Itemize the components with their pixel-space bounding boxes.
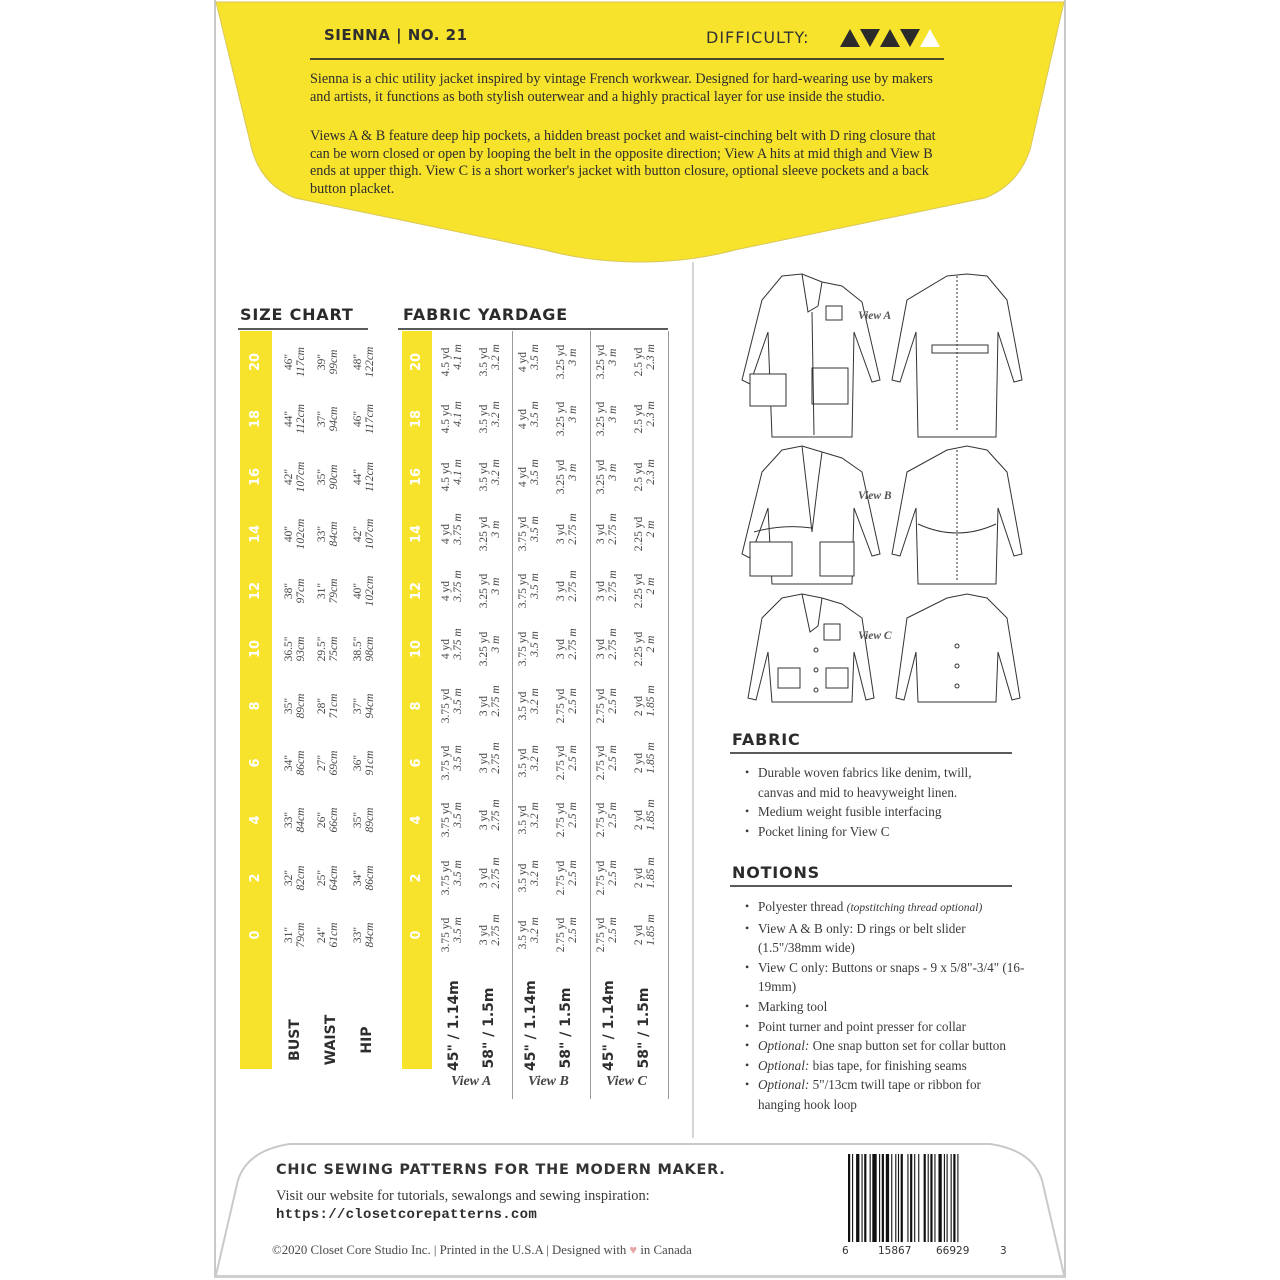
yardage-cell-45: 3.75 yd 3.5 m	[440, 745, 464, 781]
size-measure-hip: 44" 112cm	[352, 461, 376, 492]
barcode-digit-group-2: 66929	[936, 1245, 970, 1257]
size-label: 12	[248, 582, 263, 601]
size-label: 8	[248, 701, 263, 711]
yardage-cell-58: 3 yd 2.75 m	[555, 570, 579, 602]
size-measure-bust: 44" 112cm	[283, 404, 307, 435]
yardage-size-label: 16	[409, 467, 424, 486]
fabric-yardage-rule	[398, 328, 668, 330]
yardage-cell-45: 4 yd 3.75 m	[440, 513, 464, 545]
barcode-digit-check: 3	[1000, 1245, 1007, 1257]
yardage-cell-45: 3 yd 2.75 m	[595, 627, 619, 660]
yardage-cell-58: 2.75 yd 2.5 m	[555, 859, 579, 895]
notions-item: • Optional: 5"/13cm twill tape or ribbon for hanging hook loop	[745, 1075, 1025, 1114]
size-measure-hip: 33" 84cm	[352, 922, 376, 948]
yardage-cell-58: 3.5 yd 3.2 m	[478, 458, 502, 491]
yardage-cell-45: 4.5 yd 4.1 m	[440, 458, 464, 491]
yardage-cell-58: 2.75 yd 2.5 m	[555, 802, 579, 838]
yardage-cell-58: 2 yd 1.85 m	[633, 742, 657, 774]
fabric-width-label-58: 58" / 1.5m	[558, 987, 574, 1069]
yardage-cell-45: 3 yd 2.75 m	[595, 513, 619, 545]
yardage-cell-45: 4.5 yd 4.1 m	[440, 344, 464, 377]
yardage-cell-58: 3 yd 2.75 m	[478, 799, 502, 832]
fabric-title: FABRIC	[732, 730, 801, 749]
size-label: 16	[248, 467, 263, 486]
view-c-back-drawing	[896, 594, 1020, 702]
size-label: 2	[248, 873, 263, 883]
size-chart-title: SIZE CHART	[240, 305, 354, 324]
yardage-cell-58: 3.25 yd 3 m	[555, 459, 579, 494]
fabric-width-label-58: 58" / 1.5m	[481, 987, 497, 1069]
size-measure-waist: 27" 69cm	[316, 750, 340, 776]
footer-visit-text: Visit our website for tutorials, sewalongs and sewing inspiration:	[276, 1188, 650, 1204]
size-measure-waist: 29.5" 75cm	[316, 636, 340, 661]
fabric-width-label-45: 45" / 1.14m	[523, 980, 539, 1071]
yardage-cell-58: 3 yd 2.75 m	[478, 857, 502, 889]
view-separator-end	[668, 331, 669, 1099]
fabric-list	[745, 763, 1010, 841]
copyright-line	[272, 1243, 692, 1258]
yardage-size-label: 10	[409, 639, 424, 658]
yardage-cell-58: 3 yd 2.75 m	[555, 627, 579, 660]
size-measure-bust: 33" 84cm	[283, 807, 307, 833]
view-a-back-drawing	[892, 274, 1022, 437]
yardage-cell-58: 3.25 yd 3 m	[478, 573, 502, 609]
yardage-size-label: 14	[409, 524, 424, 543]
size-measure-waist: 39" 99cm	[316, 349, 340, 375]
size-label: 0	[248, 930, 263, 940]
intro-paragraph-1: Sienna is a chic utility jacket inspired by vintage French workwear. Designed for hard-wearing use by makers and artists, it functions as both stylish outerwear and a highly practical layer for use inside the studio.	[310, 71, 933, 105]
size-measure-hip: 48" 122cm	[352, 346, 376, 378]
yardage-cell-45: 4 yd 3.5 m	[517, 458, 541, 487]
website-link[interactable]: https://closetcorepatterns.com	[276, 1207, 538, 1223]
yardage-cell-58: 3.25 yd 3 m	[555, 344, 579, 380]
notions-item: • Point turner and point presser for collar	[745, 1017, 1025, 1037]
size-measure-bust: 40" 102cm	[283, 518, 307, 550]
size-measure-waist: 24" 61cm	[316, 922, 340, 948]
fabric-item: • Pocket lining for View C	[745, 822, 1010, 842]
view-b-back-drawing	[892, 446, 1022, 584]
yardage-cell-58: 2 yd 1.85 m	[633, 914, 657, 946]
notions-item: • Marking tool	[745, 997, 1025, 1017]
size-measure-bust: 32" 82cm	[283, 865, 307, 891]
size-row-label: WAIST	[323, 1014, 339, 1066]
yardage-cell-45: 3.75 yd 3.5 m	[440, 688, 464, 724]
notions-item: • View A & B only: D rings or belt slider (1.5"/38mm wide)	[745, 919, 1025, 958]
size-measure-bust: 38" 97cm	[283, 578, 307, 604]
size-measure-hip: 34" 86cm	[352, 865, 376, 891]
yardage-cell-58: 2.5 yd 2.3 m	[633, 458, 657, 491]
fabric-width-label-58: 58" / 1.5m	[636, 987, 652, 1069]
size-measure-hip: 42" 107cm	[352, 518, 376, 550]
size-measure-bust: 35" 89cm	[283, 693, 307, 719]
yardage-cell-58: 3 yd 2.75 m	[478, 914, 502, 946]
yardage-cell-58: 2.25 yd 2 m	[633, 573, 657, 609]
view-separator-bc	[590, 331, 591, 1099]
yardage-cell-45: 3.5 yd 3.2 m	[517, 688, 541, 721]
yardage-cell-45: 4 yd 3.5 m	[517, 401, 541, 430]
yardage-cell-58: 3.5 yd 3.2 m	[478, 401, 502, 434]
notions-item: • Optional: One snap button set for collar button	[745, 1036, 1025, 1056]
size-measure-hip: 37" 94cm	[352, 693, 376, 719]
illustration-label-view-b: View B	[858, 490, 892, 502]
size-measure-waist: 25" 64cm	[316, 865, 340, 891]
yardage-view-label: View C	[606, 1074, 647, 1089]
yardage-cell-45: 3.25 yd 3 m	[595, 402, 619, 437]
fabric-item: • Medium weight fusible interfacing	[745, 802, 1010, 822]
heart-icon: ♥	[629, 1243, 638, 1257]
yardage-cell-45: 3.5 yd 3.2 m	[517, 859, 541, 893]
yardage-cell-58: 3 yd 2.75 m	[555, 513, 579, 545]
size-measure-waist: 37" 94cm	[316, 406, 340, 432]
yardage-size-label: 20	[409, 352, 424, 372]
yardage-size-label: 4	[409, 815, 424, 825]
yardage-size-label: 2	[409, 873, 424, 883]
size-row-label: BUST	[287, 1019, 303, 1061]
yardage-cell-58: 3.25 yd 3 m	[478, 516, 502, 552]
copyright-text: ©2020 Closet Core Studio Inc. | Printed in the U.S.A | Designed with	[272, 1243, 627, 1257]
notions-item: • Optional: bias tape, for finishing seams	[745, 1056, 1025, 1076]
header-rule	[310, 58, 944, 60]
notions-item: • Polyester thread (topstitching thread optional)	[745, 897, 1025, 919]
yardage-size-label: 6	[409, 758, 424, 768]
size-measure-bust: 42" 107cm	[283, 461, 307, 492]
yardage-cell-45: 3.75 yd 3.5 m	[517, 573, 541, 609]
yardage-size-label: 0	[409, 930, 424, 940]
notions-rule	[730, 885, 1012, 887]
yardage-view-label: View A	[451, 1074, 492, 1089]
size-measure-bust: 31" 79cm	[283, 922, 307, 948]
notions-item: • View C only: Buttons or snaps - 9 x 5/8"-3/4" (16-19mm)	[745, 958, 1025, 997]
footer-tagline: CHIC SEWING PATTERNS FOR THE MODERN MAKER.	[276, 1162, 726, 1178]
yardage-cell-45: 3 yd 2.75 m	[595, 570, 619, 602]
yardage-cell-58: 2 yd 1.85 m	[633, 685, 657, 717]
yardage-cell-45: 3.25 yd 3 m	[595, 344, 619, 380]
size-label: 4	[248, 815, 263, 825]
size-measure-bust: 36.5" 93cm	[283, 636, 307, 661]
size-measure-hip: 40" 102cm	[352, 575, 376, 607]
yardage-cell-45: 3.75 yd 3.5 m	[440, 859, 464, 895]
size-measure-hip: 46" 117cm	[352, 404, 376, 435]
illustration-label-view-c: View C	[858, 630, 892, 642]
size-measure-hip: 35" 89cm	[352, 807, 376, 833]
yardage-cell-45: 4 yd 3.75 m	[440, 570, 464, 602]
size-label: 10	[248, 639, 263, 658]
yardage-cell-45: 4 yd 3.5 m	[517, 344, 541, 373]
yardage-cell-45: 3.5 yd 3.2 m	[517, 745, 541, 778]
yardage-cell-58: 3.25 yd 3 m	[555, 402, 579, 437]
yardage-cell-58: 3 yd 2.75 m	[478, 685, 502, 717]
fabric-width-label-45: 45" / 1.14m	[601, 980, 617, 1071]
size-chart-rule	[238, 328, 368, 330]
yardage-cell-58: 2.75 yd 2.5 m	[555, 688, 579, 724]
yardage-cell-45: 3.75 yd 3.5 m	[517, 630, 541, 666]
yardage-view-label: View B	[528, 1074, 569, 1089]
size-measure-waist: 28" 71cm	[316, 693, 340, 719]
yardage-cell-45: 2.75 yd 2.5 m	[595, 859, 619, 895]
difficulty-rating-icon	[840, 28, 940, 48]
illustration-label-view-a: View A	[858, 310, 892, 322]
yardage-cell-45: 3.5 yd 3.2 m	[517, 917, 541, 950]
yardage-cell-45: 3.25 yd 3 m	[595, 459, 619, 494]
size-row-label: HIP	[359, 1026, 375, 1054]
size-label: 6	[248, 758, 263, 768]
yardage-cell-58: 2.75 yd 2.5 m	[555, 745, 579, 781]
yardage-cell-45: 3.75 yd 3.5 m	[440, 917, 464, 953]
size-measure-waist: 31" 79cm	[316, 578, 340, 604]
difficulty-label: DIFFICULTY:	[706, 28, 810, 47]
intro-paragraph-2: Views A & B feature deep hip pockets, a hidden breast pocket and waist-cinching belt with D ring closure that can be worn closed or open by looping the belt in the opposite direction; View A hits at mid thigh and View B ends at upper thigh. View C is a short worker's jacket with button closure, optional sleeve pockets and a back button placket.	[310, 128, 936, 197]
yardage-cell-45: 3.75 yd 3.5 m	[440, 802, 464, 838]
size-measure-waist: 35" 90cm	[316, 464, 340, 490]
barcode-digit-group-1: 15867	[878, 1245, 912, 1257]
yardage-cell-45: 2.75 yd 2.5 m	[595, 745, 619, 781]
yardage-cell-45: 3.5 yd 3.2 m	[517, 802, 541, 835]
size-label: 18	[248, 410, 263, 429]
size-label: 14	[248, 524, 263, 543]
notions-list	[745, 897, 1025, 1115]
yardage-cell-58: 2.25 yd 2 m	[633, 516, 657, 552]
yardage-cell-58: 2.25 yd 2 m	[633, 631, 657, 666]
view-separator-ab	[512, 331, 513, 1099]
size-measure-waist: 33" 84cm	[316, 521, 340, 547]
fabric-width-label-45: 45" / 1.14m	[446, 980, 462, 1071]
yardage-cell-45: 3.75 yd 3.5 m	[517, 516, 541, 552]
yardage-cell-58: 2.75 yd 2.5 m	[555, 917, 579, 953]
yardage-cell-58: 2 yd 1.85 m	[633, 857, 657, 889]
yardage-cell-45: 2.75 yd 2.5 m	[595, 688, 619, 724]
yardage-cell-58: 2 yd 1.85 m	[633, 799, 657, 832]
size-measure-hip: 36" 91cm	[352, 750, 376, 776]
yardage-cell-58: 2.5 yd 2.3 m	[633, 401, 657, 434]
view-b-front-drawing	[742, 446, 880, 584]
copyright-location: in Canada	[640, 1243, 692, 1257]
barcode-icon	[848, 1154, 1004, 1254]
yardage-cell-58: 2.5 yd 2.3 m	[633, 344, 657, 377]
yardage-cell-45: 4 yd 3.75 m	[440, 627, 464, 660]
size-measure-bust: 34" 86cm	[283, 750, 307, 776]
fabric-item: • Durable woven fabrics like denim, twill, canvas and mid to heavyweight linen.	[745, 763, 1010, 802]
barcode-digit-1: 6	[842, 1245, 849, 1257]
notions-title: NOTIONS	[732, 863, 820, 882]
yardage-cell-58: 3 yd 2.75 m	[478, 742, 502, 774]
yardage-size-label: 8	[409, 701, 424, 711]
pattern-title: SIENNA | NO. 21	[324, 26, 468, 44]
yardage-size-label: 12	[409, 582, 424, 601]
yardage-cell-58: 3.25 yd 3 m	[478, 631, 502, 666]
fabric-yardage-title: FABRIC YARDAGE	[403, 305, 568, 324]
size-label: 20	[248, 352, 263, 372]
yardage-cell-45: 4.5 yd 4.1 m	[440, 401, 464, 434]
view-a-front-drawing	[742, 274, 880, 437]
fabric-rule	[730, 752, 1012, 754]
yardage-cell-58: 3.5 yd 3.2 m	[478, 344, 502, 377]
size-measure-bust: 46" 117cm	[283, 347, 307, 377]
view-c-front-drawing	[748, 594, 874, 702]
yardage-cell-45: 2.75 yd 2.5 m	[595, 802, 619, 838]
size-measure-hip: 38.5" 98cm	[352, 636, 376, 661]
size-measure-waist: 26" 66cm	[316, 807, 340, 833]
yardage-size-label: 18	[409, 410, 424, 429]
yardage-cell-45: 2.75 yd 2.5 m	[595, 917, 619, 953]
